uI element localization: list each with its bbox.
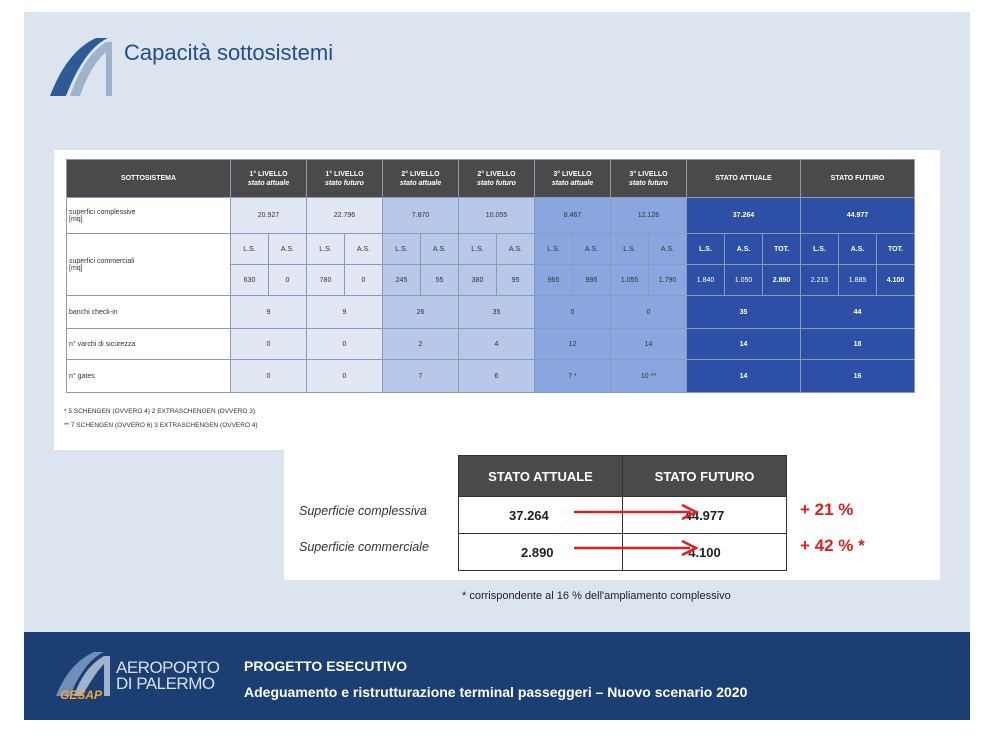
table-cell: 2.890 (763, 265, 801, 296)
airport-swoosh-logo-icon (46, 30, 116, 98)
project-subtitle: Adeguamento e ristrutturazione terminal passeggeri – Nuovo scenario 2020 (244, 684, 748, 700)
summary-row-label: Superficie complessiva (299, 504, 427, 518)
slide (24, 12, 970, 720)
project-title: PROGETTO ESECUTIVO (244, 658, 408, 674)
table-cell: 7.870 (383, 198, 459, 234)
table-cell: TOT. (763, 234, 801, 265)
table-cell: A.S. (345, 234, 383, 265)
row-label-gates: n° gates (67, 360, 231, 393)
table-cell: A.S. (725, 234, 763, 265)
table-cell: L.S. (383, 234, 421, 265)
delta-commerciale: + 42 % * (800, 536, 865, 555)
table-cell: 2 (383, 329, 459, 360)
table-cell: 0 (307, 329, 383, 360)
summary-cell: 44.977 (623, 497, 787, 534)
header-stato-attuale: STATO ATTUALE (687, 160, 801, 198)
header-level2-current: 2° LIVELLO stato attuale (383, 160, 459, 198)
table-cell: 37.264 (687, 198, 801, 234)
table-cell: L.S. (801, 234, 839, 265)
table-cell: 95 (497, 265, 535, 296)
table-cell: 10 ** (611, 360, 687, 393)
table-cell: 965 (535, 265, 573, 296)
table-cell: L.S. (611, 234, 649, 265)
table-cell: 0 (231, 329, 307, 360)
table-cell: L.S. (459, 234, 497, 265)
table-cell: 1.790 (649, 265, 687, 296)
table-cell: 14 (687, 360, 801, 393)
header-level2-future: 2° LIVELLO stato futuro (459, 160, 535, 198)
table-cell: L.S. (307, 234, 345, 265)
table-row (67, 198, 915, 234)
table-row (67, 296, 915, 329)
arrow-right-icon (572, 539, 704, 557)
row-label-superfici-commerciali: superfici commerciali [mq] (67, 234, 231, 296)
note-2: ** 7 SCHENGEN (OVVERO 6) 3 EXTRASCHENGEN (OVVERO 4) (64, 422, 258, 429)
table-cell: A.S. (421, 234, 459, 265)
table-cell: 55 (421, 265, 459, 296)
table-row (67, 360, 915, 393)
table-cell: 35 (459, 296, 535, 329)
capacity-table (66, 159, 915, 393)
table-cell: 0 (269, 265, 307, 296)
footer-logo-text: AEROPORTO DI PALERMO (116, 658, 220, 693)
table-cell: 380 (459, 265, 497, 296)
table-cell: 0 (611, 296, 687, 329)
summary-cell: 4.100 (623, 534, 787, 571)
table-cell: 1.050 (725, 265, 763, 296)
arrow-right-icon (572, 503, 704, 521)
table-cell: 1.055 (611, 265, 649, 296)
summary-header-futuro: STATO FUTURO (623, 456, 787, 497)
header-level1-future: 1° LIVELLO stato futuro (307, 160, 383, 198)
table-cell: 2.215 (801, 265, 839, 296)
table-cell: 995 (573, 265, 611, 296)
table-cell: 9 (231, 296, 307, 329)
table-cell: 9 (307, 296, 383, 329)
table-cell: 44 (801, 296, 915, 329)
table-cell: 44.977 (801, 198, 915, 234)
table-cell: 4.100 (877, 265, 915, 296)
table-cell: 12.126 (611, 198, 687, 234)
table-cell: 20.927 (231, 198, 307, 234)
header-level3-future: 3° LIVELLO stato futuro (611, 160, 687, 198)
header-level3-current: 3° LIVELLO stato attuale (535, 160, 611, 198)
delta-complessiva: + 21 % (800, 500, 854, 519)
table-cell: 7 (383, 360, 459, 393)
table-cell: TOT. (877, 234, 915, 265)
table-cell: 12 (535, 329, 611, 360)
summary-cell: 2.890 (459, 534, 623, 571)
table-cell: 14 (687, 329, 801, 360)
table-cell: 7 * (535, 360, 611, 393)
table-cell: 1.840 (687, 265, 725, 296)
table-cell: A.S. (497, 234, 535, 265)
gesap-brand: GESAP (60, 688, 103, 702)
table-cell: 0 (307, 360, 383, 393)
table-notes (64, 405, 258, 433)
row-label-banchi: banchi check-in (67, 296, 231, 329)
table-cell: 26 (383, 296, 459, 329)
table-cell: L.S. (535, 234, 573, 265)
row-label-superfici-complessive: superfici complessive [mq] (67, 198, 231, 234)
table-cell: 780 (307, 265, 345, 296)
summary-cell: 37.264 (459, 497, 623, 534)
table-cell: 0 (535, 296, 611, 329)
table-cell: L.S. (687, 234, 725, 265)
table-cell: L.S. (231, 234, 269, 265)
header-stato-futuro: STATO FUTURO (801, 160, 915, 198)
header-level1-current: 1° LIVELLO stato attuale (231, 160, 307, 198)
row-label-varchi: n° varchi di sicurezza (67, 329, 231, 360)
footer-bar (24, 632, 970, 720)
table-cell: 8.467 (535, 198, 611, 234)
note-1: * 5 SCHENGEN (OVVERO 4) 2 EXTRASCHENGEN (OVVERO 3) (64, 408, 256, 415)
table-cell: A.S. (649, 234, 687, 265)
summary-footnote: * corrispondente al 16 % dell'ampliamento complessivo (462, 590, 731, 602)
slide-title: Capacità sottosistemi (124, 40, 334, 65)
table-cell: 4 (459, 329, 535, 360)
table-cell: 630 (231, 265, 269, 296)
table-cell: 10.055 (459, 198, 535, 234)
header-sottosistema: SOTTOSISTEMA (67, 160, 231, 198)
table-cell: 0 (345, 265, 383, 296)
table-cell: 35 (687, 296, 801, 329)
table-cell: A.S. (573, 234, 611, 265)
table-cell: A.S. (839, 234, 877, 265)
table-cell: 6 (459, 360, 535, 393)
table-cell: 18 (801, 329, 915, 360)
table-cell: 0 (231, 360, 307, 393)
table-cell: 245 (383, 265, 421, 296)
table-cell: 22.796 (307, 198, 383, 234)
summary-header-attuale: STATO ATTUALE (459, 456, 623, 497)
table-row (67, 234, 915, 265)
table-row (67, 329, 915, 360)
table-cell: 16 (801, 360, 915, 393)
table-cell: A.S. (269, 234, 307, 265)
table-cell: 1.885 (839, 265, 877, 296)
table-cell: 14 (611, 329, 687, 360)
table-header-row (67, 160, 915, 198)
summary-row-label: Superficie commerciale (299, 540, 429, 554)
